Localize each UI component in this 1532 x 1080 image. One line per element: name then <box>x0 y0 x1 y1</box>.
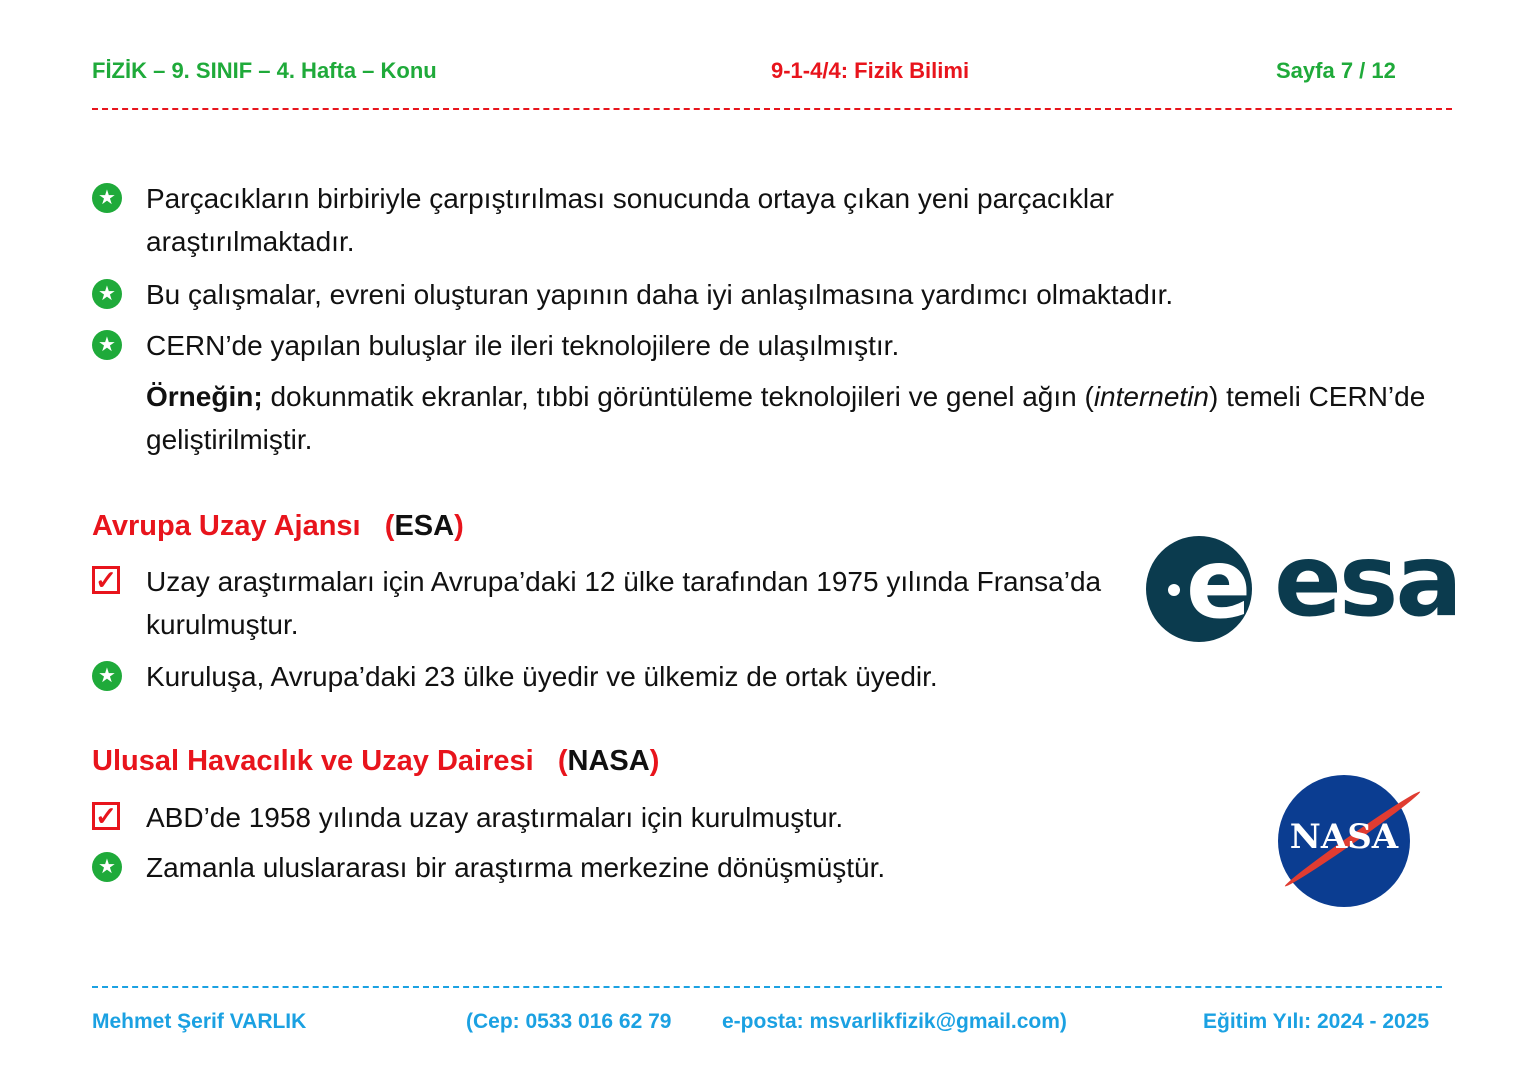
footer-email: e-posta: msvarlikfizik@gmail.com) <box>722 1010 1067 1033</box>
nasa-heading: Ulusal Havacılık ve Uzay Dairesi (NASA) <box>92 745 660 777</box>
esa-logo: e esa <box>1146 536 1446 644</box>
header-course: FİZİK – 9. SINIF – 4. Hafta – Konu <box>92 58 437 83</box>
checkbox-icon: ✓ <box>92 566 120 594</box>
footer-phone: (Cep: 0533 016 62 79 <box>466 1010 672 1033</box>
star-icon: ★ <box>92 852 122 882</box>
header-topic: 9-1-4/4: Fizik Bilimi <box>771 58 970 83</box>
star-icon: ★ <box>92 330 122 360</box>
document-page: FİZİK – 9. SINIF – 4. Hafta – Konu 9-1-4/4: Fizik Bilimi Sayfa 7 / 12 ★ Parçacıkların birbiriyle çarpıştırılması sonucunda ortaya çıkan yeni parçacıklar araştırılmaktadır. ★ Bu çalışmalar, evreni oluşturan yapının daha iyi anlaşılmasına yardımcı olmaktadır. ★ CERN’de yapılan buluşlar ile ileri teknolojilere de ulaşılmıştır. Örneğin; dokunmatik ekranlar, tıbbi görüntüleme teknolojileri ve genel ağın (internetin) temeli CERN’de geliştirilmiştir. Avrupa Uzay Ajansı (ESA) ✓ Uzay araştırmaları için Avrupa’daki 12 ülke tarafından 1975 yılında Fransa’da kurulmuştur. ★ Kuruluşa, Avrupa’daki 23 ülke üyedir ve ülkemiz de ortak üyedir. e esa Ulusal Havacılık ve Uzay Dairesi (NASA) ✓ ABD’de 1958 yılında uzay araştırmaları için kurulmuştur. ★ Zamanla uluslararası bir araştırma merkezine dönüşmüştür. NASA Mehmet Şerif VARLIK (Cep: 0533 016 62 79 e-posta: msvarlikfizik@gmail.com) Eğitim Yılı: 2024 - 2025 <box>0 0 1532 1080</box>
footer-author: Mehmet Şerif VARLIK <box>92 1010 307 1033</box>
footer-divider <box>92 986 1442 988</box>
footer-year: Eğitim Yılı: 2024 - 2025 <box>1203 1010 1430 1033</box>
esa-heading: Avrupa Uzay Ajansı (ESA) <box>92 510 464 542</box>
nasa-logo: NASA <box>1270 775 1435 910</box>
header-page: Sayfa 7 / 12 <box>1276 58 1396 83</box>
header-divider <box>92 108 1452 110</box>
checkbox-icon: ✓ <box>92 802 120 830</box>
star-icon: ★ <box>92 279 122 309</box>
star-icon: ★ <box>92 661 122 691</box>
star-icon: ★ <box>92 183 122 213</box>
